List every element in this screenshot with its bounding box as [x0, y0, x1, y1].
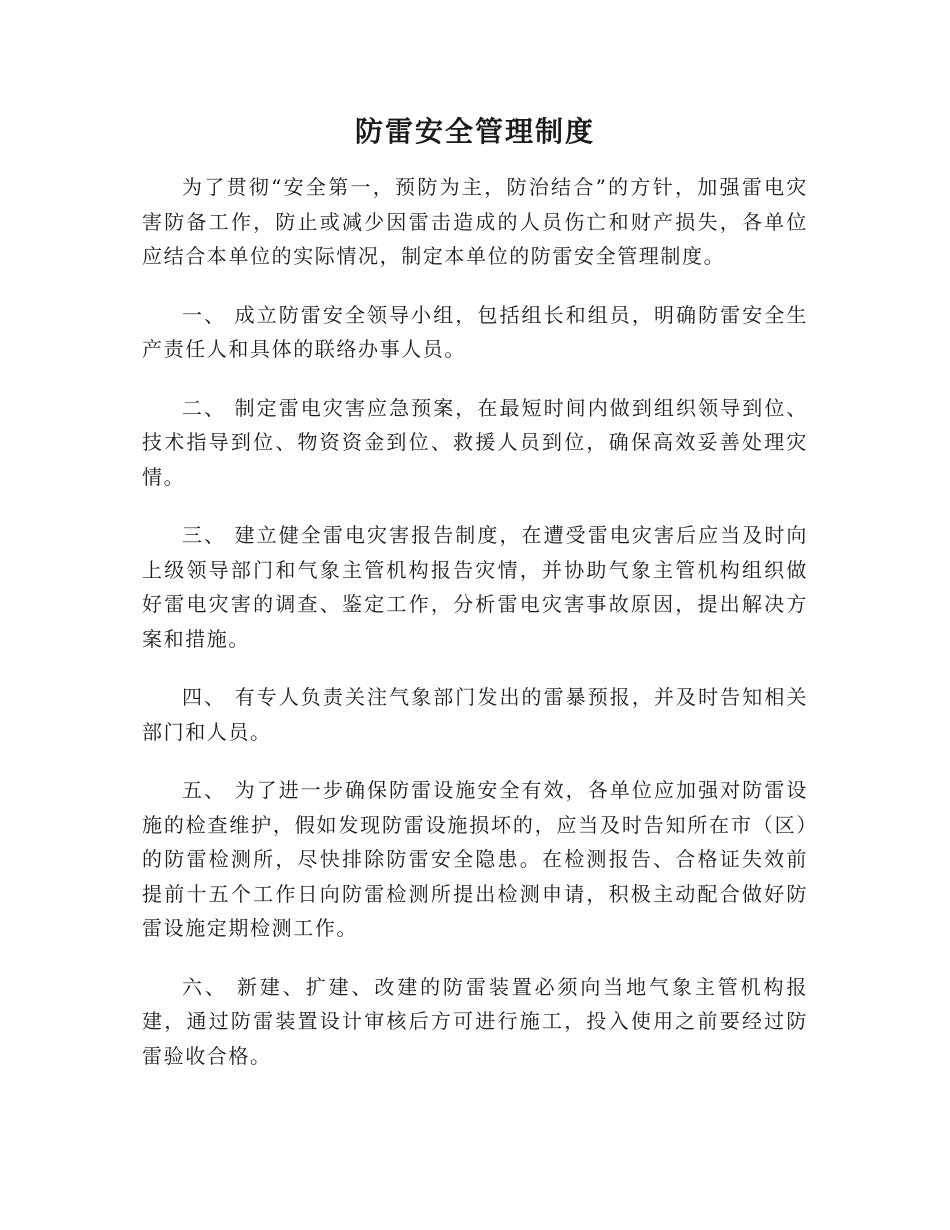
- intro-paragraph: 为了贯彻“安全第一，预防为主，防治结合”的方针，加强雷电灾害防备工作，防止或减少因雷击造成的人员伤亡和财产损失，各单位应结合本单位的实际情况，制定本单位的防雷安全管理制度。: [142, 175, 808, 268]
- clause-5-paragraph: 五、 为了进一步确保防雷设施安全有效，各单位应加强对防雷设施的检查维护，假如发现防雷设施损坏的，应当及时告知所在市（区）的防雷检测所，尽快排除防雷安全隐患。在检测报告、合格证失效前提前十五个工作日向防雷检测所提出检测申请，积极主动配合做好防雷设施定期检测工作。: [142, 778, 808, 940]
- document-title: 防雷安全管理制度: [354, 115, 595, 148]
- clause-2-paragraph: 二、 制定雷电灾害应急预案，在最短时间内做到组织领导到位、技术指导到位、物资资金到位、救援人员到位，确保高效妥善处理灾情。: [142, 395, 808, 489]
- clause-1-paragraph: 一、 成立防雷安全领导小组，包括组长和组员，明确防雷安全生产责任人和具体的联络办事人员。: [142, 302, 808, 361]
- clause-3-paragraph: 三、 建立健全雷电灾害报告制度，在遭受雷电灾害后应当及时向上级领导部门和气象主管机构报告灾情，并协助气象主管机构组织做好雷电灾害的调查、鉴定工作，分析雷电灾害事故原因，提出解决方案和措施。: [142, 523, 808, 651]
- clause-6-paragraph: 六、 新建、扩建、改建的防雷装置必须向当地气象主管机构报建，通过防雷装置设计审核后方可进行施工，投入使用之前要经过防雷验收合格。: [142, 974, 808, 1068]
- document-page: [142, 112, 808, 1073]
- clause-4-paragraph: 四、 有专人负责关注气象部门发出的雷暴预报，并及时告知相关部门和人员。: [142, 685, 808, 744]
